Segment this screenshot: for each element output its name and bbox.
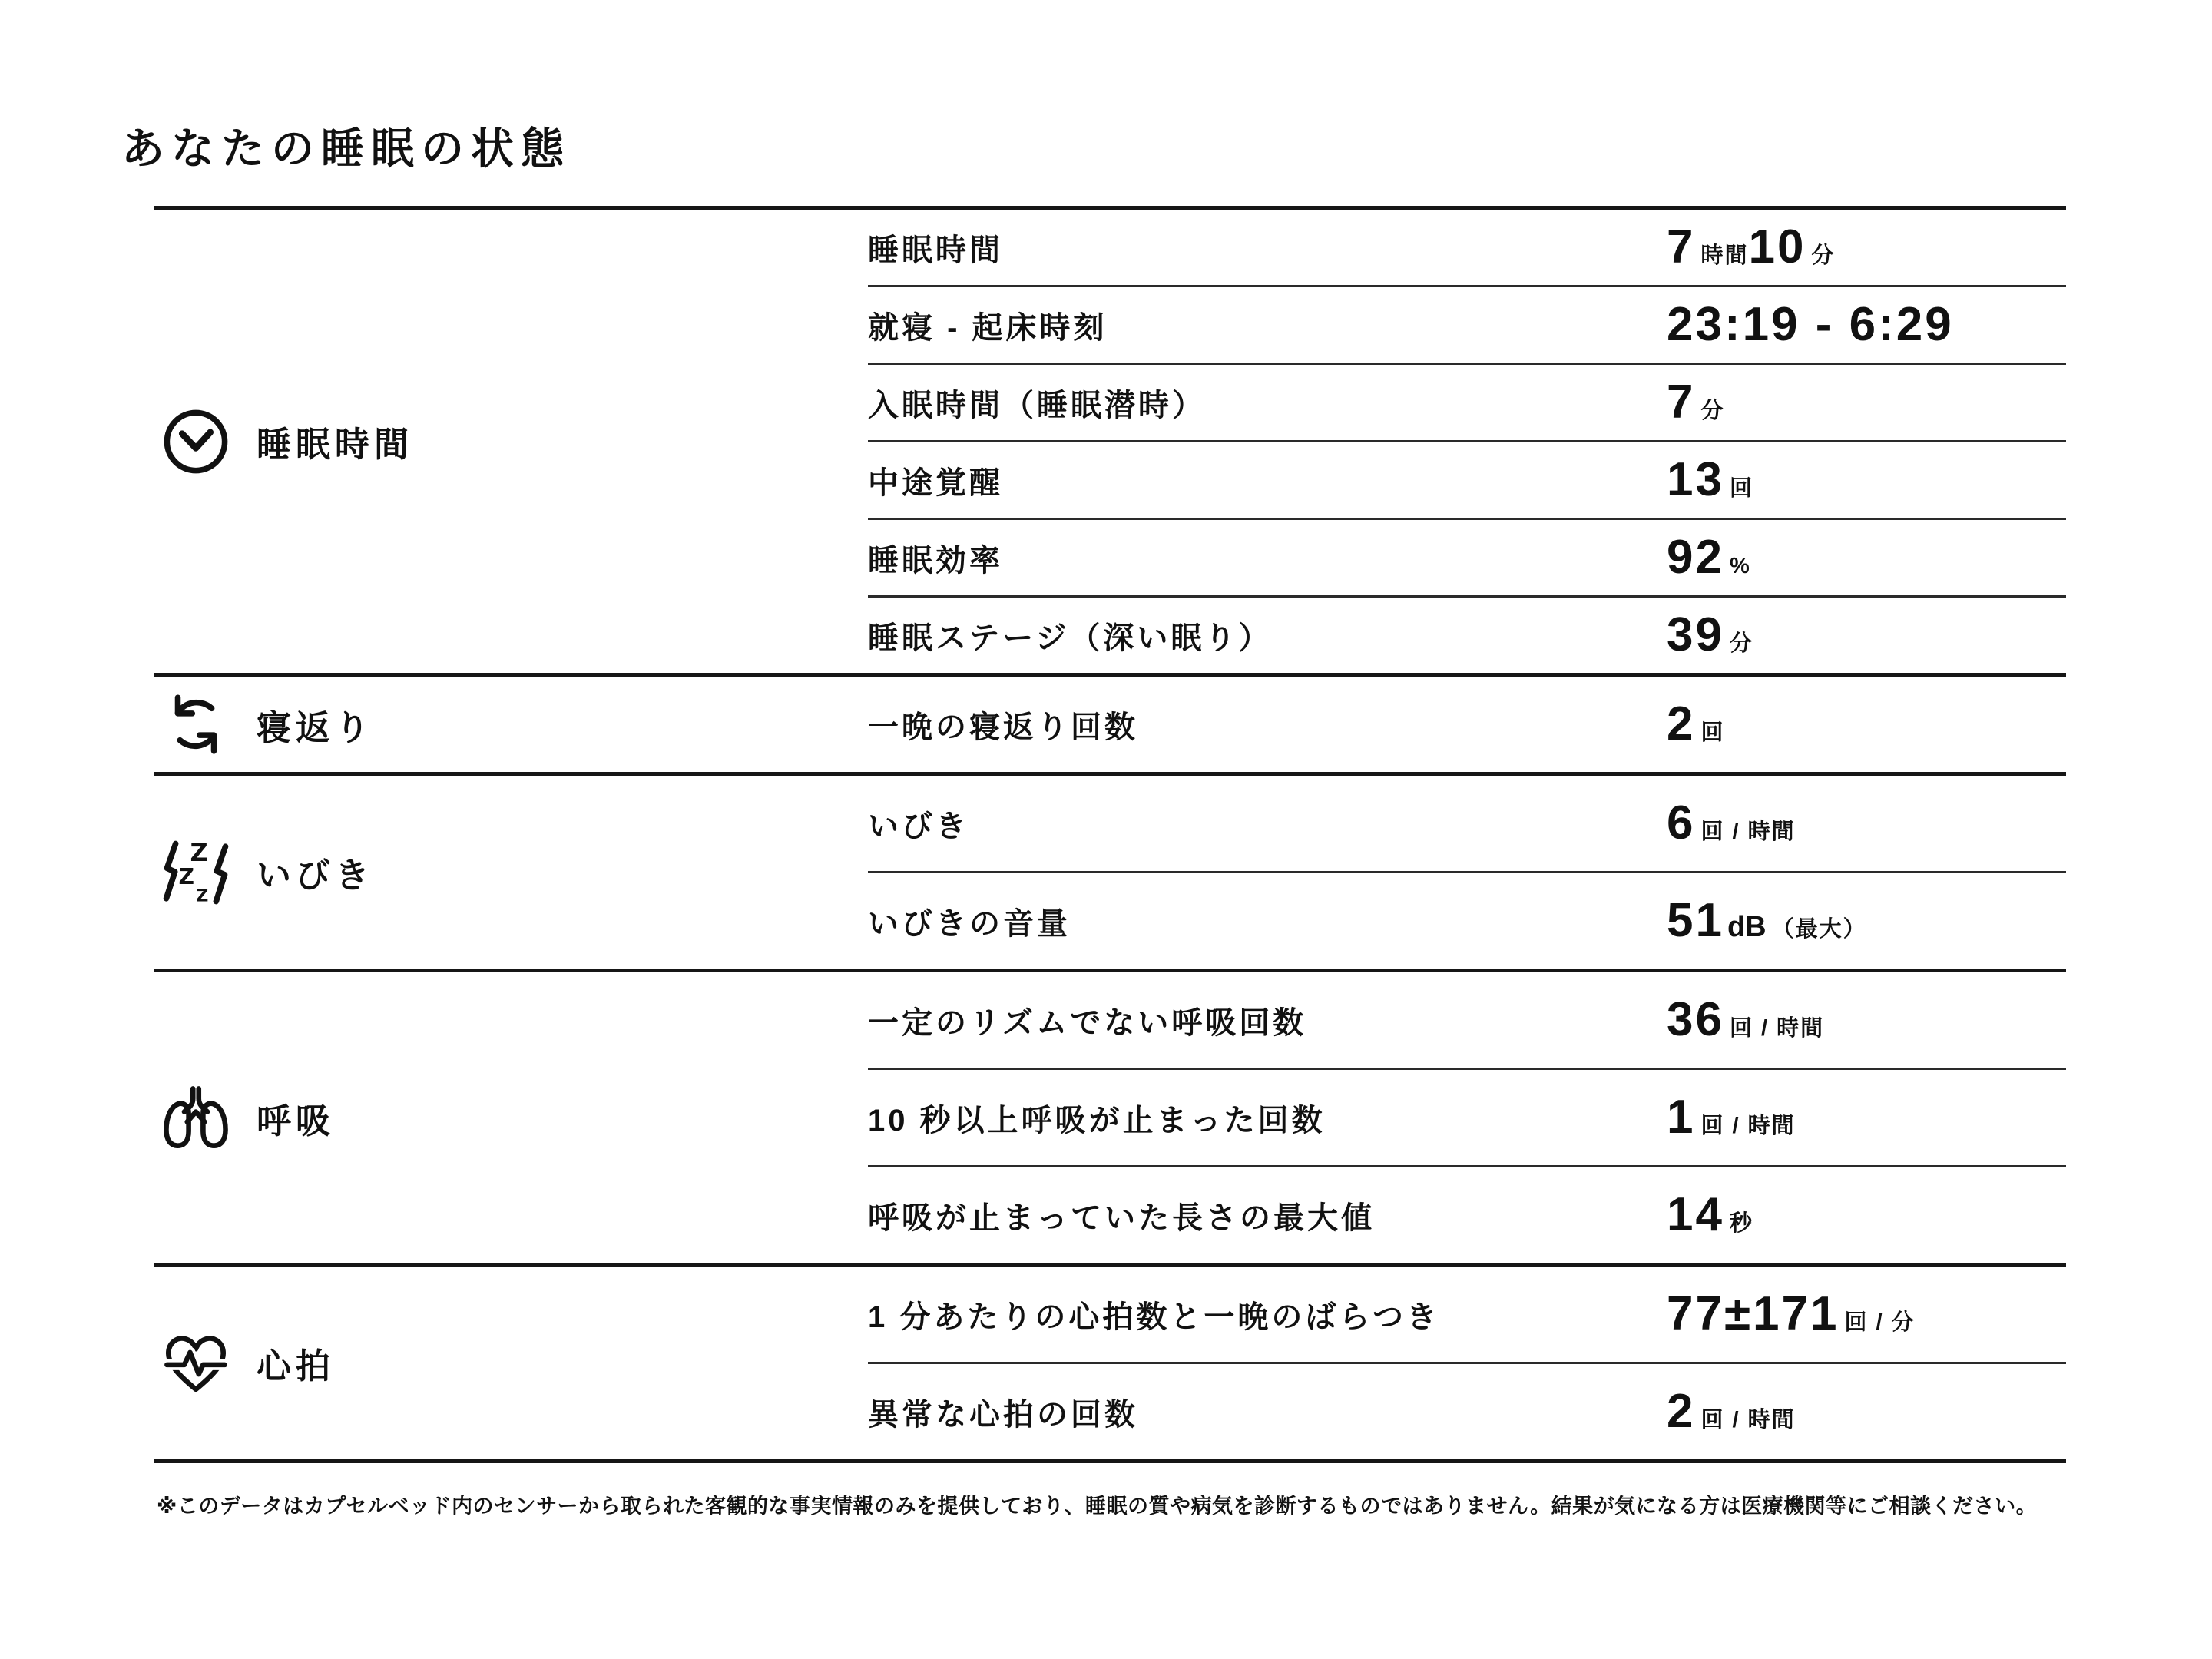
value-segment: 36 [1667,993,1724,1046]
metric-row [868,972,2066,1068]
metric-row [868,285,2066,363]
metric-row [868,1068,2066,1165]
value-segment: 77±171 [1667,1287,1839,1340]
metric-label: 呼吸が止まっていた長さの最大値 [868,1200,1375,1235]
value-segment: 回 / 時間 [1700,1408,1796,1432]
clock-icon [160,406,232,478]
value-segment: 2 [1667,697,1696,750]
metric-value [1667,531,2066,584]
metric-value [1667,697,2066,750]
section-header [154,210,868,673]
section-rollover [154,673,2066,772]
section-label: いびき [257,856,375,895]
metric-row [868,677,2066,772]
metric-row [868,210,2066,285]
section-sleep-time [154,206,2066,673]
metric-value [1667,220,2066,273]
metric-row [868,595,2066,673]
metric-value [1667,894,2066,947]
section-label: 呼吸 [257,1101,336,1141]
value-segment: 10 [1748,220,1806,273]
section-header [154,1267,868,1459]
value-segment: 分 [1811,243,1836,268]
section-rows [868,776,2066,969]
section-header [154,776,868,969]
metric-row [868,363,2066,440]
value-segment: （最大） [1771,917,1867,942]
value-segment: 秒 [1729,1211,1753,1236]
value-segment: 回 / 時間 [1729,1016,1825,1041]
value-segment: 7 [1667,220,1696,273]
metric-row [868,440,2066,518]
value-segment: 2 [1667,1385,1696,1438]
heart-ecg-icon [160,1327,232,1399]
value-segment: 回 / 分 [1844,1310,1916,1335]
section-label: 心拍 [257,1346,336,1386]
value-segment: 時間 [1700,243,1749,268]
metric-label: いびき [868,809,969,843]
value-segment: 回 / 時間 [1700,1114,1796,1138]
metric-value [1667,1385,2066,1438]
metric-value [1667,1188,2066,1241]
sleep-table [154,206,2066,1463]
metric-row [868,776,2066,871]
value-segment: % [1729,554,1751,578]
value-segment: 分 [1700,399,1725,423]
metric-row [868,871,2066,969]
value-segment: 回 [1729,476,1753,501]
rotate-arrows-icon [160,688,232,760]
metric-label: 異常な心拍の回数 [868,1397,1138,1432]
metric-label: 睡眠時間 [868,233,1003,267]
metric-label: 10 秒以上呼吸が止まった回数 [868,1103,1326,1137]
value-segment: 39 [1667,608,1724,661]
footnote: ※このデータはカプセルベッド内のセンサーから取られた客観的な事実情報のみを提供しており、睡眠の質や病気を診断するものではありません。結果が気になる方は医療機関等にご相談ください。 [157,1495,2038,1518]
report-content [154,206,2066,1519]
section-rows [868,677,2066,772]
section-label: 寝返り [257,707,375,747]
metric-value [1667,796,2066,849]
svg-text:Z: Z [190,837,208,867]
value-segment: 回 / 時間 [1700,820,1796,844]
metric-label: 就寝 - 起床時刻 [868,310,1108,345]
metric-label: 睡眠ステージ（深い眠り） [868,621,1273,655]
metric-label: 一定のリズムでない呼吸回数 [868,1005,1307,1040]
svg-text:Z: Z [178,863,194,889]
value-segment: 92 [1667,531,1724,584]
metric-label: 1 分あたりの心拍数と一晩のばらつき [868,1300,1440,1334]
metric-label: いびきの音量 [868,906,1071,941]
section-label: 睡眠時間 [257,425,414,464]
value-segment: 51 [1667,894,1724,947]
value-segment: 14 [1667,1188,1724,1241]
metric-row [868,1362,2066,1459]
section-rows [868,1267,2066,1459]
value-segment: 23:19 - 6:29 [1667,298,1954,351]
metric-label: 一晩の寝返り回数 [868,710,1138,744]
value-segment: 1 [1667,1091,1696,1144]
metric-label: 中途覚醒 [868,465,1003,500]
section-breathing [154,969,2066,1263]
metric-value [1667,1091,2066,1144]
snore-zzz-icon [160,836,232,909]
metric-value [1667,453,2066,506]
metric-row [868,1165,2066,1263]
section-rows [868,210,2066,673]
metric-value [1667,298,2066,351]
metric-row [868,1267,2066,1362]
metric-value [1667,1287,2066,1340]
metric-label: 睡眠効率 [868,543,1003,578]
value-segment: dB [1727,911,1767,943]
section-snoring [154,772,2066,969]
metric-label: 入眠時間（睡眠潜時） [868,388,1206,422]
lungs-icon [160,1081,232,1154]
value-segment: 6 [1667,796,1696,849]
metric-value [1667,608,2066,661]
value-segment: 分 [1729,631,1753,656]
value-segment: 13 [1667,453,1724,506]
svg-text:Z: Z [196,886,209,906]
value-segment: 回 [1700,720,1725,745]
section-header [154,972,868,1263]
section-heart-rate [154,1263,2066,1459]
section-rows [868,972,2066,1263]
value-segment: 7 [1667,376,1696,429]
page-title: あなたの睡眠の状態 [121,124,571,173]
metric-row [868,518,2066,595]
metric-value [1667,376,2066,429]
section-header [154,677,868,772]
metric-value [1667,993,2066,1046]
